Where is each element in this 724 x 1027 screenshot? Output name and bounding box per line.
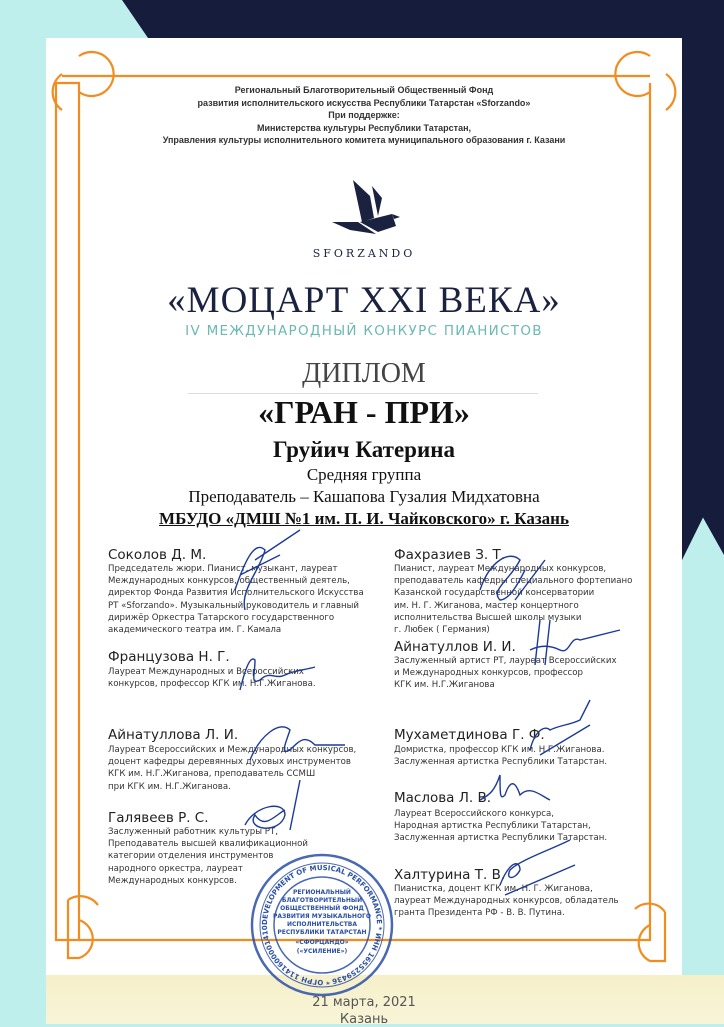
diploma-label: ДИПЛОМ <box>302 358 426 389</box>
header-line: Министерства культуры Республики Татарстан, <box>256 122 472 133</box>
signature-frantsuzova <box>240 659 315 690</box>
stamp-ring-text: DEVELOPMENT OF MUSICAL PERFORMANCE * ИНН 1655259436 * ОГРН 1141600001410 <box>260 863 384 987</box>
stamp-text: «СФОРЦАНДО» <box>295 939 349 946</box>
jury-description: Пианист, лауреат Международных конкурсов, преподаватель кафедры специального фортепиано Казанской государственной консерватории им. Н. Г. Жиганова, мастер концертного исполнительства Высшей школы музыки г. Любек ( Германия) <box>394 564 633 636</box>
signature-sokolov <box>235 530 300 610</box>
jury-description: Председатель жюри. Пианист, музыкант, лауреат Международных конкурсов, общественный деятель, директор Фонда Развития Исполнительского Искусства РТ «Sforzando». Музыкальный руководитель и главный дирижёр Оркестра Татарского государственного академического театра им. Г. Камала <box>108 564 364 636</box>
stamp-text: ОБЩЕСТВЕННЫЙ ФОНД <box>280 905 364 912</box>
jury-name: Мухаметдинова Г. Ф. <box>394 727 545 743</box>
jury-description: Заслуженный артист РТ, лауреат Всероссийских и Международных конкурсов, профессор КГК им. Н.Г.Жиганова <box>394 656 617 691</box>
recipient-name: Груйич Катерина <box>273 437 455 462</box>
signature-maslova <box>480 775 550 800</box>
jury-name: Соколов Д. М. <box>108 547 207 563</box>
jury-name: Айнатуллова Л. И. <box>108 727 239 743</box>
stamp-text: ИСПОЛНИТЕЛЬСТВА <box>286 921 358 928</box>
jury-description: Лауреат Всероссийских и Международных конкурсов, доцент кафедры деревянных духовых инструментов КГК им. Н.Г.Жиганова, преподаватель ССМШ при КГК им. Н.Г.Жиганова. <box>108 745 357 792</box>
signature-mukhametdinova <box>530 700 590 755</box>
jury-description: Домристка, профессор КГК им. Н.Г.Жиганова. Заслуженная артистка Республики Татарстан. <box>394 745 608 768</box>
teacher: Преподаватель – Кашапова Гузалия Мидхатовна <box>188 487 540 506</box>
jury-name: Халтурина Т. В. <box>394 867 506 883</box>
competition-subtitle: IV МЕЖДУНАРОДНЫЙ КОНКУРС ПИАНИСТОВ <box>185 323 543 339</box>
jury-description: Лауреат Всероссийского конкурса, Народная артистка Республики Татарстан, Заслуженная артистка Республики Татарстан. <box>394 809 608 844</box>
signature-khalturina <box>500 840 575 895</box>
jury-name: Айнатуллов И. И. <box>394 639 516 655</box>
jury-description: Лауреат Международных и Всероссийских конкурсов, профессор КГК им. Н.Г.Жиганова. <box>108 667 316 690</box>
jury-description: Заслуженный работник культуры РТ, Преподаватель высшей квалификационной категории отделения инструментов народного оркестра, лауреат Международных конкурсов. <box>108 827 309 886</box>
stamp-text: («УСИЛЕНИЕ») <box>296 948 348 955</box>
stamp-text: РАЗВИТИЯ МУЗЫКАЛЬНОГО <box>273 913 371 920</box>
brand-name: SFORZANDO <box>312 247 416 260</box>
stamp-text: РЕГИОНАЛЬНЫЙ <box>293 889 351 896</box>
header-line: развития исполнительского искусства Республики Татарстан «Sforzando» <box>197 97 531 108</box>
competition-title: «МОЦАРТ XXI ВЕКА» <box>167 280 561 321</box>
award-date: 21 марта, 2021 <box>312 995 416 1010</box>
jury-description: Пианистка, доцент КГК им. Н. Г. Жиганова, лауреат Международных конкурсов, обладатель гранта Президента РФ - В. В. Путина. <box>394 884 619 919</box>
signature-galyaveev <box>245 780 300 830</box>
header-line: Региональный Благотворительный Общественный Фонд <box>234 85 494 95</box>
stamp-text: РЕСПУБЛИКИ ТАТАРСТАН <box>277 929 367 936</box>
signature-aynatullova <box>250 727 345 760</box>
header-line: Управления культуры исполнительного комитета муниципального образования г. Казани <box>162 135 566 146</box>
award-city: Казань <box>339 1012 389 1027</box>
age-group: Средняя группа <box>306 465 422 484</box>
school: МБУДО «ДМШ №1 им. П. И. Чайковского» г. Казань <box>159 509 569 528</box>
header-line: При поддержке: <box>328 110 400 121</box>
signature-fakhraziev <box>480 556 545 600</box>
jury-name: Галявеев Р. С. <box>108 810 209 826</box>
award-title: «ГРАН - ПРИ» <box>258 394 470 430</box>
jury-name: Маслова Л. В. <box>394 790 492 806</box>
signature-aynatullov <box>530 620 620 665</box>
jury-name: Фахразиев З. Т. <box>394 547 506 563</box>
stamp-text: БЛАГОТВОРИТЕЛЬНЫЙ <box>281 897 363 904</box>
jury-name: Французова Н. Г. <box>108 649 230 665</box>
